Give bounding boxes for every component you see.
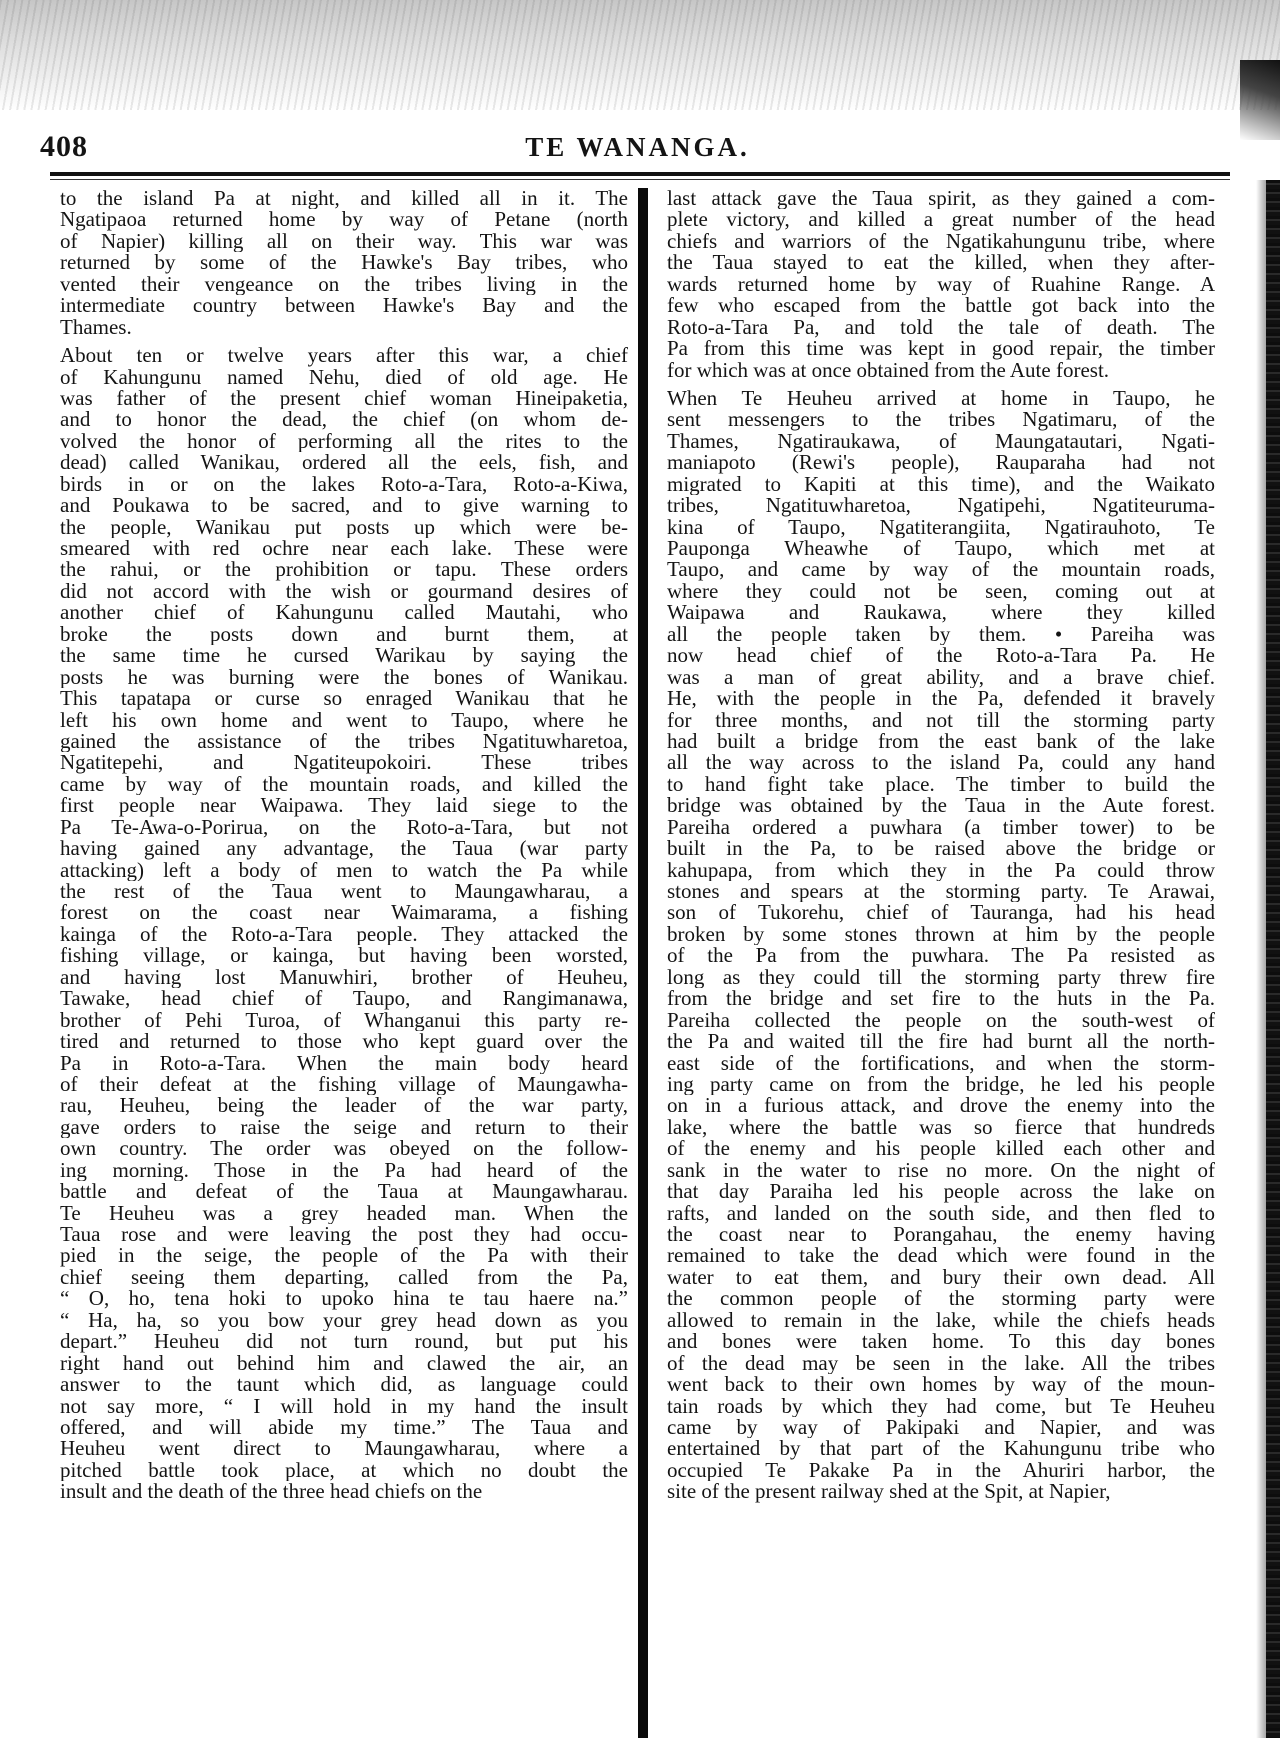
text-line: answer to the taunt which did, as language could	[60, 1374, 628, 1396]
text-line: where they could not be seen, coming out at	[667, 580, 1215, 603]
text-line: chiefs and warriors of the Ngatikahungunu tribe, where	[667, 230, 1215, 253]
text-line: that day Paraiha led his people across the lake on	[667, 1181, 1215, 1203]
text-line: This tapatapa or curse so enraged Wanikau that he	[60, 688, 628, 710]
text-line: Roto-a-Tara Pa, and told the tale of death. The	[667, 316, 1215, 339]
text-line: forest on the coast near Waimarama, a fishing	[60, 902, 628, 924]
text-line: son of Tukorehu, chief of Tauranga, had his head	[667, 902, 1215, 924]
text-line: chief seeing them departing, called from the Pa,	[60, 1266, 628, 1289]
text-line: broken by some stones thrown at him by the people	[667, 923, 1215, 946]
text-line: site of the present railway shed at the Spit, at Napier,	[667, 1481, 1111, 1503]
paragraph	[667, 188, 1215, 381]
text-line: birds in or on the lakes Roto-a-Tara, Roto-a-Kiwa,	[60, 473, 628, 496]
text-line: Thames, Ngatiraukawa, of Maungatautari, Ngati-	[667, 430, 1215, 453]
text-line: intermediate country between Hawke's Bay and the	[60, 295, 628, 317]
text-line: of the Pa from the puwhara. The Pa resisted as	[667, 945, 1215, 967]
text-line: of the dead may be seen in the lake. All the tribes	[667, 1352, 1215, 1375]
text-line: water to eat them, and bury their own dead. All	[667, 1266, 1215, 1289]
text-line: offered, and will abide my time.” The Taua and	[60, 1416, 628, 1439]
page-title: TE WANANGA.	[525, 132, 750, 162]
text-line: from the bridge and set fire to the huts in the Pa.	[667, 988, 1215, 1010]
text-line: bridge was obtained by the Taua in the Aute forest.	[667, 795, 1215, 817]
text-line: tain roads by which they had come, but Te Heuheu	[667, 1395, 1215, 1417]
text-line: entertained by that part of the Kahungunu tribe who	[667, 1438, 1215, 1460]
text-line: brother of Pehi Turoa, of Whanganui this party re-	[60, 1009, 628, 1032]
text-line: He, with the people in the Pa, defended it bravely	[667, 688, 1215, 710]
text-line: pitched battle took place, at which no doubt the	[60, 1459, 628, 1482]
text-line: gained the assistance of the tribes Ngatituwharetoa,	[60, 730, 628, 753]
text-line: the people, Wanikau put posts up which were be-	[60, 516, 628, 538]
text-line: stones and spears at the storming party. Te Arawai,	[667, 881, 1215, 903]
text-line: sent messengers to the tribes Ngatimaru, of the	[667, 409, 1215, 431]
text-line: kina of Taupo, Ngatiterangiita, Ngatirauhoto, Te	[667, 516, 1215, 538]
text-line: “ O, ho, tena hoki to upoko hina te tau haere na.”	[60, 1288, 628, 1310]
text-line: and Poukawa to be sacred, and to give warning to	[60, 495, 628, 517]
text-line: volved the honor of performing all the rites to the	[60, 430, 628, 453]
text-line: allowed to remain in the lake, while the chiefs heads	[667, 1309, 1215, 1332]
right-column	[667, 188, 1215, 1503]
text-line: Ngatipaoa returned home by way of Petane (north	[60, 209, 628, 231]
text-line: Taua rose and were leaving the post they had occu-	[60, 1224, 628, 1246]
text-line: and bones were taken home. To this day bones	[667, 1331, 1215, 1353]
text-line: When Te Heuheu arrived at home in Taupo, he	[667, 387, 1215, 410]
text-line: of Napier) killing all on their way. This war was	[60, 230, 628, 253]
text-line: the Taua stayed to eat the killed, when they after-	[667, 252, 1215, 274]
text-line: Ngatitepehi, and Ngatiteupokoiri. These tribes	[60, 752, 628, 774]
text-line: wards returned home by way of Ruahine Range. A	[667, 273, 1215, 296]
text-line: came by way of the mountain roads, and killed the	[60, 773, 628, 796]
text-line: of the enemy and his people killed each other and	[667, 1138, 1215, 1160]
text-line: ing morning. Those in the Pa had heard of the	[60, 1159, 628, 1182]
text-line: posts he was burning were the bones of Wanikau.	[60, 666, 628, 689]
scan-right-edge	[1266, 180, 1280, 1738]
text-line: Taupo, and came by way of the mountain roads,	[667, 559, 1215, 581]
text-line: now head chief of the Roto-a-Tara Pa. He	[667, 645, 1215, 667]
text-line: having gained any advantage, the Taua (war party	[60, 838, 628, 860]
text-line: came by way of Pakipaki and Napier, and was	[667, 1416, 1215, 1439]
text-line: gave orders to raise the seige and return to their	[60, 1116, 628, 1139]
text-line: Tawake, head chief of Taupo, and Rangimanawa,	[60, 988, 628, 1010]
text-line: ing party came on from the bridge, he led his people	[667, 1073, 1215, 1096]
text-line: first people near Waipawa. They laid siege to the	[60, 795, 628, 817]
text-line: About ten or twelve years after this war, a chief	[60, 345, 628, 367]
text-line: long as they could till the storming party threw fire	[667, 966, 1215, 989]
text-line: fishing village, or kainga, but having been worsted,	[60, 945, 628, 967]
text-line: plete victory, and killed a great number of the head	[667, 209, 1215, 231]
text-line: to hand fight take place. The timber to build the	[667, 773, 1215, 796]
text-line: own country. The order was obeyed on the follow-	[60, 1138, 628, 1160]
scan-edge-shade	[1256, 180, 1266, 1738]
paragraph-gap	[60, 338, 628, 345]
text-line: built in the Pa, to be raised above the bridge or	[667, 838, 1215, 860]
column-divider	[638, 188, 648, 1738]
header-rule-thick	[50, 172, 1230, 176]
text-line: and to honor the dead, the chief (on whom de-	[60, 409, 628, 431]
text-line: last attack gave the Taua spirit, as they gained a com-	[667, 188, 1215, 210]
page-header	[40, 128, 1235, 172]
text-line: battle and defeat of the Taua at Maungawharau.	[60, 1181, 628, 1203]
text-line: rafts, and landed on the south side, and then fled to	[667, 1202, 1215, 1224]
text-line: another chief of Kahungunu called Mautahi, who	[60, 602, 628, 624]
scan-corner-shadow	[1240, 60, 1280, 140]
text-line: all the way across to the island Pa, could any hand	[667, 752, 1215, 774]
paragraph	[60, 188, 628, 338]
text-line: returned by some of the Hawke's Bay tribes, who	[60, 252, 628, 274]
paragraph	[667, 388, 1215, 1503]
text-line: of Kahungunu named Nehu, died of old age. He	[60, 366, 628, 388]
text-line: broke the posts down and burnt them, at	[60, 623, 628, 646]
scan-top-smudge	[0, 0, 1280, 110]
page-number: 408	[40, 130, 88, 163]
text-line: all the people taken by them. • Pareiha was	[667, 623, 1215, 646]
text-line: not say more, “ I will hold in my hand the insult	[60, 1395, 628, 1417]
text-line: Pareiha collected the people on the south-west of	[667, 1009, 1215, 1032]
text-line: the same time he cursed Warikau by saying the	[60, 645, 628, 667]
text-line: the Pa and waited till the fire had burnt all the north-	[667, 1031, 1215, 1053]
text-line: Thames.	[60, 316, 132, 339]
text-line: of their defeat at the fishing village of Maungawha-	[60, 1073, 628, 1096]
text-line: tired and returned to those who kept guard over the	[60, 1031, 628, 1053]
text-line: migrated to Kapiti at this time), and the Waikato	[667, 473, 1215, 496]
text-line: insult and the death of the three head chiefs on the	[60, 1481, 483, 1503]
text-line: smeared with red ochre near each lake. These were	[60, 538, 628, 560]
text-line: had built a bridge from the east bank of the lake	[667, 730, 1215, 753]
text-line: kahupapa, from which they in the Pa could throw	[667, 859, 1215, 881]
text-line: “ Ha, ha, so you bow your grey head down as you	[60, 1309, 628, 1332]
text-line: on in a furious attack, and drove the enemy into the	[667, 1095, 1215, 1117]
text-line: Pa Te-Awa-o-Porirua, on the Roto-a-Tara, but not	[60, 816, 628, 839]
text-line: went back to their own homes by way of the moun-	[667, 1374, 1215, 1396]
text-line: Pa in Roto-a-Tara. When the main body heard	[60, 1052, 628, 1074]
text-line: to the island Pa at night, and killed all in it. The	[60, 188, 628, 210]
text-line: did not accord with the wish or gourmand desires of	[60, 580, 628, 603]
text-line: east side of the fortifications, and when the storm-	[667, 1052, 1215, 1074]
text-line: few who escaped from the battle got back into the	[667, 295, 1215, 317]
text-line: sank in the water to rise no more. On the night of	[667, 1159, 1215, 1182]
text-line: rau, Heuheu, being the leader of the war party,	[60, 1095, 628, 1117]
text-line: was a man of great ability, and a brave chief.	[667, 666, 1215, 689]
text-line: for three months, and not till the storming party	[667, 709, 1215, 731]
text-line: the rahui, or the prohibition or tapu. These orders	[60, 559, 628, 581]
text-line: kainga of the Roto-a-Tara people. They attacked the	[60, 923, 628, 946]
text-line: lake, where the battle was so fierce that hundreds	[667, 1116, 1215, 1139]
text-line: right hand out behind him and clawed the air, an	[60, 1352, 628, 1375]
text-line: depart.” Heuheu did not turn round, but put his	[60, 1331, 628, 1353]
text-line: maniapoto (Rewi's people), Rauparaha had not	[667, 452, 1215, 474]
text-line: Pauponga Wheawhe of Taupo, which met at	[667, 538, 1215, 560]
text-line: attacking) left a body of men to watch the Pa while	[60, 859, 628, 881]
text-line: dead) called Wanikau, ordered all the eels, fish, and	[60, 452, 628, 474]
text-line: pied in the seige, the people of the Pa with their	[60, 1245, 628, 1267]
text-line: for which was at once obtained from the Aute forest.	[667, 359, 1110, 381]
text-line: Heuheu went direct to Maungawharau, where a	[60, 1438, 628, 1460]
text-line: Te Heuheu was a grey headed man. When the	[60, 1202, 628, 1224]
text-line: remained to take the dead which were found in the	[667, 1245, 1215, 1267]
text-line: the rest of the Taua went to Maungawharau, a	[60, 881, 628, 903]
text-line: the coast near to Porangahau, the enemy having	[667, 1224, 1215, 1246]
paragraph-gap	[667, 381, 1215, 388]
left-column	[60, 188, 628, 1503]
text-line: Pa from this time was kept in good repair, the timber	[667, 338, 1215, 360]
text-line: left his own home and went to Taupo, where he	[60, 709, 628, 731]
text-line: occupied Te Pakake Pa in the Ahuriri harbor, the	[667, 1459, 1215, 1482]
text-line: tribes, Ngatituwharetoa, Ngatipehi, Ngatiteuruma-	[667, 495, 1215, 517]
text-line: Waipawa and Raukawa, where they killed	[667, 602, 1215, 624]
header-rule-thin	[50, 179, 1230, 180]
text-line: Pareiha ordered a puwhara (a timber tower) to be	[667, 816, 1215, 839]
paragraph	[60, 345, 628, 1503]
text-line: and having lost Manuwhiri, brother of Heuheu,	[60, 966, 628, 989]
text-line: was father of the present chief woman Hineipaketia,	[60, 387, 628, 410]
text-line: the common people of the storming party were	[667, 1288, 1215, 1310]
text-line: vented their vengeance on the tribes living in the	[60, 273, 628, 296]
